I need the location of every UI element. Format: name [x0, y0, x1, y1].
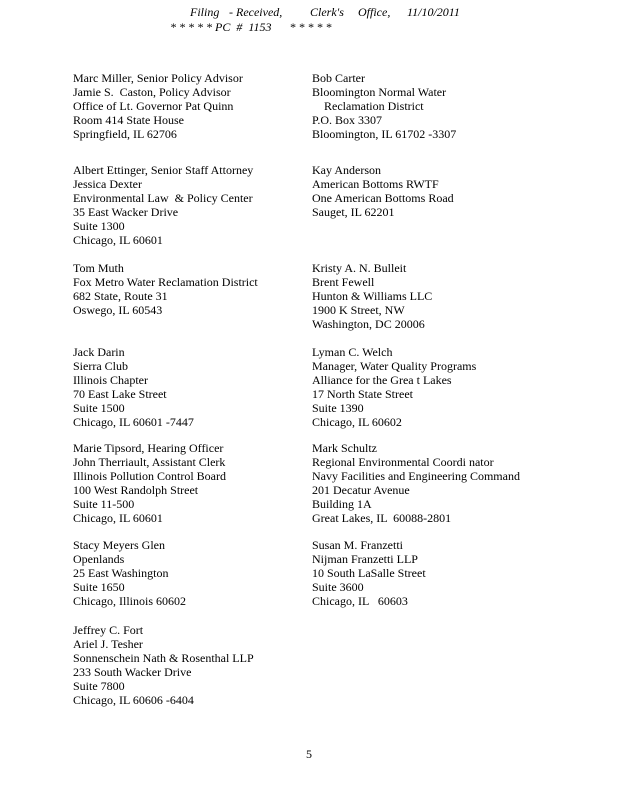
address-line: One American Bottoms Road: [312, 191, 454, 205]
address-line: Jamie S. Caston, Policy Advisor: [73, 85, 231, 99]
address-line: Suite 7800: [73, 679, 125, 693]
address-line: Chicago, IL 60606 -6404: [73, 693, 194, 707]
address-line: Manager, Water Quality Programs: [312, 359, 477, 373]
address-block: [312, 345, 476, 429]
address-line: 17 North State Street: [312, 387, 413, 401]
address-block: [73, 538, 186, 608]
address-line: Springfield, IL 62706: [73, 127, 177, 141]
received-word: - Received,: [229, 5, 283, 19]
address-line: Chicago, IL 60601 -7447: [73, 415, 194, 429]
address-line: John Therriault, Assistant Clerk: [73, 455, 226, 469]
address-line: 201 Decatur Avenue: [312, 483, 410, 497]
address-line: Bloomington Normal Water: [312, 85, 447, 99]
address-line: 1900 K Street, NW: [312, 303, 405, 317]
address-line: Room 414 State House: [73, 113, 184, 127]
address-line: Environmental Law & Policy Center: [73, 191, 253, 205]
address-line: P.O. Box 3307: [312, 113, 383, 127]
address-line: Reclamation District: [312, 99, 424, 113]
filing-word: Filing: [190, 5, 220, 19]
address-line: Suite 1390: [312, 401, 364, 415]
address-line: 35 East Wacker Drive: [73, 205, 179, 219]
address-line: Oswego, IL 60543: [73, 303, 163, 317]
address-line: Illinois Chapter: [73, 373, 148, 387]
address-line: Brent Fewell: [312, 275, 375, 289]
address-line: 10 South LaSalle Street: [312, 566, 426, 580]
address-line: Tom Muth: [73, 261, 124, 275]
address-line: Stacy Meyers Glen: [73, 538, 165, 552]
address-line: Sierra Club: [73, 359, 128, 373]
address-block: [312, 163, 454, 219]
address-line: Ariel J. Tesher: [73, 637, 143, 651]
address-line: Kay Anderson: [312, 163, 381, 177]
address-line: Fox Metro Water Reclamation District: [73, 275, 258, 289]
page-number: 5: [306, 747, 312, 761]
filing-date: 11/10/2011: [407, 5, 460, 19]
address-block: [73, 261, 258, 317]
address-line: Suite 11-500: [73, 497, 135, 511]
address-line: Suite 1300: [73, 219, 125, 233]
address-line: Susan M. Franzetti: [312, 538, 403, 552]
address-line: Office of Lt. Governor Pat Quinn: [73, 99, 234, 113]
address-line: Albert Ettinger, Senior Staff Attorney: [73, 163, 254, 177]
address-line: Jessica Dexter: [73, 177, 142, 191]
address-block: [312, 261, 432, 331]
address-line: Sauget, IL 62201: [312, 205, 395, 219]
address-line: Jeffrey C. Fort: [73, 623, 144, 637]
address-line: Marie Tipsord, Hearing Officer: [73, 441, 224, 455]
office-word: Office,: [358, 5, 391, 19]
address-line: Chicago, IL 60603: [312, 594, 408, 608]
address-line: Alliance for the Grea t Lakes: [312, 373, 452, 387]
address-line: Regional Environmental Coordi nator: [312, 455, 494, 469]
address-line: Suite 1500: [73, 401, 125, 415]
address-line: Illinois Pollution Control Board: [73, 469, 227, 483]
address-line: Mark Schultz: [312, 441, 377, 455]
address-line: Chicago, IL 60602: [312, 415, 402, 429]
address-block: [73, 345, 194, 429]
address-line: 25 East Washington: [73, 566, 169, 580]
address-line: Chicago, Illinois 60602: [73, 594, 186, 608]
address-line: 70 East Lake Street: [73, 387, 167, 401]
address-line: Sonnenschein Nath & Rosenthal LLP: [73, 651, 254, 665]
address-line: Bloomington, IL 61702 -3307: [312, 127, 457, 141]
address-line: Suite 1650: [73, 580, 125, 594]
address-block: [73, 71, 243, 141]
address-line: Building 1A: [312, 497, 372, 511]
address-line: 100 West Randolph Street: [73, 483, 199, 497]
address-line: Chicago, IL 60601: [73, 511, 163, 525]
address-line: Bob Carter: [312, 71, 365, 85]
address-line: Suite 3600: [312, 580, 364, 594]
address-line: Kristy A. N. Bulleit: [312, 261, 407, 275]
address-line: Washington, DC 20006: [312, 317, 425, 331]
address-block: [73, 163, 253, 247]
address-line: 233 South Wacker Drive: [73, 665, 192, 679]
address-line: Navy Facilities and Engineering Command: [312, 469, 520, 483]
pc-number-line: * * * * * PC # 1153 * * * * *: [170, 20, 332, 34]
address-line: Hunton & Williams LLC: [312, 289, 433, 303]
address-block: [312, 538, 426, 608]
clerks-word: Clerk's: [310, 5, 344, 19]
address-block: [312, 71, 456, 141]
address-line: Chicago, IL 60601: [73, 233, 163, 247]
address-line: Marc Miller, Senior Policy Advisor: [73, 71, 243, 85]
address-line: Openlands: [73, 552, 125, 566]
address-line: Nijman Franzetti LLP: [312, 552, 418, 566]
address-block: [73, 441, 226, 525]
address-block: [312, 441, 520, 525]
address-line: Great Lakes, IL 60088-2801: [312, 511, 452, 525]
address-line: American Bottoms RWTF: [312, 177, 439, 191]
address-line: 682 State, Route 31: [73, 289, 168, 303]
address-line: Jack Darin: [73, 345, 125, 359]
address-block: [73, 623, 254, 707]
address-line: Lyman C. Welch: [312, 345, 393, 359]
